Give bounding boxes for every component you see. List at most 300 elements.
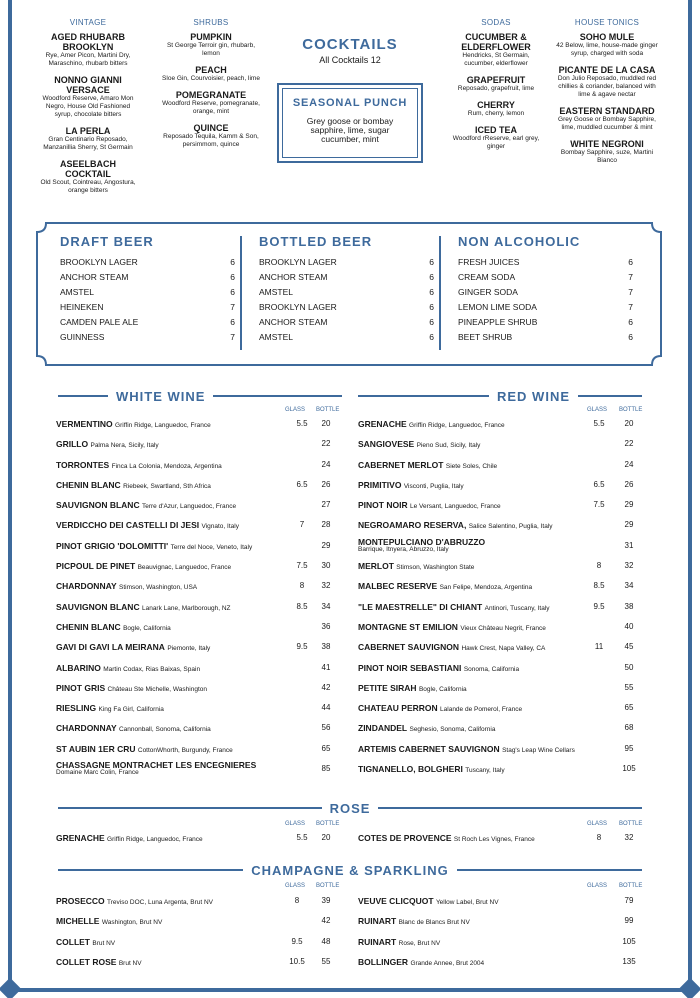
wine-name: COTES DE PROVENCE [358,833,452,843]
wine-title [56,460,222,470]
beer-row [259,285,434,300]
wine-origin: Cannonball, Sonoma, California [118,726,211,734]
wine-title [358,520,553,530]
wine-name: CHATEAU PERRON [358,703,438,714]
wine-origin: Stag's Leap Wine Cellars [502,746,575,754]
wine-title [358,622,546,632]
bottle-price: 42 [321,916,331,926]
wine-title [56,581,197,591]
wine-title [56,683,207,693]
glass-price: 9.5 [291,936,303,946]
cocktail-description: Woodford Reserve, Amaro Mon Negro, House Old Fashioned syrup, chocolate bitters [42,95,134,118]
frame-right-border [688,0,692,990]
glass-price: 6.5 [593,479,605,489]
wine-title [56,480,211,490]
wine-title [56,937,115,947]
bottle-price: 65 [624,703,634,713]
shrubs-column [160,18,262,156]
bottle-price: 32 [624,561,634,571]
bottle-price: 42 [321,682,331,692]
wine-title [358,663,519,673]
cocktail-description: 42 Below, lime, house-made ginger syrup, charged with soda [556,42,658,57]
wine-name: BOLLINGER [358,956,409,967]
wine-title [358,419,505,429]
rose-header [58,800,642,816]
glass-price: 9.5 [296,642,308,652]
frame-bottom-border [8,988,692,992]
wine-name: SAUVIGNON BLANC [56,601,140,612]
wine-title [56,541,252,551]
wine-row [56,475,342,495]
beer-row [458,255,633,270]
cocktail-name: NONNO GIANNI VERSACE [54,75,122,95]
beer-price: 7 [628,302,633,312]
draft-beer-column [60,234,235,345]
wine-name: RIESLING [56,703,97,714]
wine-name: MALBEC RESERVE [358,581,438,592]
wine-origin: Stimson, Washington State [396,564,475,572]
wine-origin: Visconti, Puglia, Italy [403,482,464,490]
wine-title [56,500,236,510]
wine-title [358,561,474,571]
wine-row [56,617,342,637]
wine-origin: San Felipe, Mendoza, Argentina [439,584,533,592]
cocktail-item [554,139,660,165]
beer-row [458,315,633,330]
bottle-price: 29 [624,500,634,510]
cocktail-name: QUINCE [193,123,229,133]
seasonal-punch-title: SEASONAL PUNCH [292,97,408,109]
wine-origin: Griffin Ridge, Languedoc, France [409,422,505,429]
wine-name: MERLOT [358,561,394,572]
wine-name: COLLET [56,936,90,947]
wine-name: VERMENTINO [56,419,113,429]
cocktail-description: Woodford Reserve, pomegranate, orange, mint [162,100,260,115]
wine-name: "LE MAESTRELLE" DI CHIANT [358,601,483,612]
beer-name: PINEAPPLE SHRUB [458,317,538,327]
bottle-price: 40 [624,621,634,631]
wine-name: CHENIN BLANC [56,621,121,632]
sodas-column [448,18,544,158]
corner-diamond-right [679,978,700,998]
beer-price: 7 [628,272,633,282]
wine-row [56,414,342,434]
cocktail-name: ASEELBACH COCKTAIL [59,159,116,179]
wine-row [358,556,644,576]
cocktail-item [160,123,262,149]
wine-origin: Le Versant, Languedoc, France [409,503,501,511]
cocktail-name: LA PERLA [65,126,111,136]
frame-left-border [8,0,12,990]
wine-row [56,495,342,515]
wine-name: SANGIOVESE [358,439,415,450]
red-wine-heading: RED WINE [497,388,570,404]
wine-title [56,663,200,673]
cocktail-description: Don Julio Reposado, muddled red chillies & coriander, balanced with lime & agave nectar [557,75,657,98]
white-wine-heading: WHITE WINE [116,388,206,404]
sparkling-right-glass-header: GLASS [587,883,608,889]
bottled-beer-column [259,234,434,345]
cocktail-item [160,90,262,116]
bottle-price: 135 [622,956,636,966]
beer-price: 6 [230,257,235,267]
beer-divider-1 [240,236,242,350]
cocktail-item [448,100,544,118]
wine-row [56,434,342,454]
bottle-price: 29 [624,520,634,530]
bottle-price: 29 [321,540,331,550]
bottle-price: 20 [321,833,331,842]
wine-origin: Blanc de Blancs Brut NV [398,919,470,927]
wine-title [358,896,499,906]
beer-row [60,270,235,285]
cocktails-price-note: All Cocktails 12 [319,55,381,65]
cocktails-title: COCKTAILS [302,36,398,53]
beer-name: GUINNESS [60,332,105,342]
beer-divider-2 [439,236,441,350]
beer-box [36,222,662,366]
cocktail-item [554,106,660,132]
wine-row [56,932,342,952]
cocktail-name: ICED TEA [474,125,517,135]
wine-origin: Stimson, Washington, USA [118,584,198,592]
cocktail-item [160,32,262,58]
seasonal-punch-box [277,83,423,163]
wine-name: ARTEMIS CABERNET SAUVIGNON [358,743,500,754]
cocktail-description: Rye, Amer Picon, Martini Dry, Maraschino, rhubarb bitters [45,52,131,67]
wine-name: MICHELLE [56,916,100,927]
bottle-price: 34 [321,601,331,611]
wine-title [56,439,159,449]
wine-row [358,475,644,495]
wine-name: RUINART [358,936,397,947]
red-wine-list [358,414,644,779]
glass-price: 7.5 [296,561,308,571]
wine-row [358,434,644,454]
beer-price: 6 [230,287,235,297]
bottle-price: 30 [321,561,331,571]
bottle-price: 79 [624,896,634,905]
wine-title [358,460,497,470]
wine-origin: CottonWhorth, Burgundy, France [137,746,233,754]
white-wine-list [56,414,342,779]
corner-diamond-left [0,978,21,998]
wine-title [358,957,484,967]
wine-row [358,698,644,718]
wine-name: CHARDONNAY [56,581,117,592]
wine-name: CHASSAGNE MONTRACHET LES ENCEGNIERES [56,760,257,771]
wine-title [56,602,231,612]
cocktail-name: WHITE NEGRONI [570,139,644,149]
wine-row [358,455,644,475]
wine-title [56,419,211,429]
shrubs-heading: SHRUBS [193,18,229,27]
wine-row [56,698,342,718]
wine-name: PRIMITIVO [358,479,402,490]
wine-row [56,891,342,911]
sparkling-heading: CHAMPAGNE & SPARKLING [251,862,449,878]
bottle-price: 45 [624,642,634,652]
wine-row [358,718,644,738]
wine-row [358,536,644,556]
seasonal-punch-desc: Grey goose or bombay sapphire, lime, sugar cucumber, mint [306,116,394,144]
wine-name: PETITE SIRAH [358,682,417,693]
sparkling-left-glass-header: GLASS [285,883,306,889]
wine-origin: Riebeek, Swartland, Sth Africa [123,482,211,490]
wine-name: VEUVE CLICQUOT [358,896,434,906]
non-alcoholic-column [458,234,633,345]
wine-origin: Griffin Ridge, Languedoc, France [107,836,203,843]
beer-price: 7 [230,332,235,342]
beer-price: 6 [628,332,633,342]
wine-name: PICPOUL DE PINET [56,561,136,572]
wine-name: RUINART [358,916,397,927]
beer-name: AMSTEL [60,287,95,297]
bottle-price: 95 [624,743,634,753]
wine-name: PROSECCO [56,896,105,906]
cocktail-description: St George Terroir gin, rhubarb, lemon [166,42,256,57]
wine-title [56,916,162,926]
wine-origin: Martin Codax, Rias Baixas, Spain [103,665,201,673]
beer-row [458,330,633,345]
cocktail-item [554,65,660,99]
bottle-price: 28 [321,520,331,530]
bottle-price: 24 [321,459,331,469]
bottle-price: 105 [622,936,636,946]
bottle-price: 22 [321,439,331,449]
bottle-price: 39 [321,896,331,905]
wine-title [358,480,464,490]
wine-name: GAVI DI GAVI LA MEIRANA [56,642,165,653]
sparkling-header [58,862,642,878]
cocktail-item [448,125,544,151]
beer-row [259,330,434,345]
wine-origin: Palma Nera, Sicily, Italy [90,442,159,450]
wine-title [358,833,535,843]
wine-name: PINOT NOIR [358,500,408,511]
beer-name: ANCHOR STEAM [259,317,328,327]
wine-origin: St Roch Les Vignes, France [453,836,535,843]
bottle-price: 41 [321,662,331,672]
wine-origin: Bogle, California [123,624,171,632]
wine-name: PINOT GRIGIO 'DOLOMITTI' [56,540,169,551]
wine-name: PINOT NOIR SEBASTIANI [358,662,462,673]
wine-row [358,617,644,637]
cocktail-name: POMEGRANATE [175,90,247,100]
cocktail-description: Reposado, grapefruit, lime [457,85,535,92]
wine-title [56,642,210,652]
wine-row [358,597,644,617]
red-wine-header [358,388,642,404]
wine-name: PINOT GRIS [56,682,106,693]
beer-price: 6 [429,257,434,267]
wine-row [56,911,342,931]
wine-name: MONTAGNE ST EMILION [358,621,458,632]
wine-row [56,718,342,738]
wine-name: CHENIN BLANC [56,479,121,490]
wine-title [358,703,522,713]
wine-row [56,455,342,475]
vintage-column [40,18,136,202]
beer-row [60,300,235,315]
white-wine-header [58,388,342,404]
cocktail-name: CHERRY [477,100,515,110]
wine-row [358,495,644,515]
cocktail-item [448,32,544,68]
wine-name: SAUVIGNON BLANC [56,500,140,511]
bottle-price: 38 [321,642,331,652]
bottle-price: 99 [624,916,634,926]
wine-title [358,683,467,693]
wine-origin: Brut NV [118,959,142,967]
wine-origin: Tuscany, Italy [465,767,505,775]
beer-row [458,285,633,300]
white-glass-header: GLASS [285,407,306,413]
cocktail-description: Sloe Gin, Courvoisier, peach, lime [162,75,260,82]
wine-row [358,739,644,759]
wine-row [56,759,342,779]
beer-name: ANCHOR STEAM [60,272,129,282]
glass-price: 5.5 [296,419,308,428]
beer-price: 6 [429,287,434,297]
wine-name: NEGROAMARO RESERVA, [358,520,467,531]
wine-row [56,658,342,678]
beer-row [458,300,633,315]
wine-origin: Terre d'Azur, Languedoc, France [141,503,237,511]
wine-name: COLLET ROSE [56,956,117,967]
cocktail-description: Rum, cherry, lemon [467,110,525,117]
wine-row [358,891,644,911]
wine-row [358,414,644,434]
wine-origin: Siete Soles, Chile [445,462,498,470]
house-tonics-column [554,18,660,172]
glass-price: 8.5 [593,581,605,591]
cocktail-item [160,65,262,83]
bottle-price: 26 [624,479,634,489]
wine-name: ALBARINO [56,662,101,673]
glass-price: 7.5 [593,500,605,510]
glass-price: 11 [594,642,604,652]
wine-origin: Seghesio, Sonoma, California [409,726,496,734]
beer-name: AMSTEL [259,287,294,297]
beer-row [60,315,235,330]
beer-name: AMSTEL [259,332,294,342]
bottle-price: 55 [321,956,331,966]
beer-row [259,255,434,270]
cocktail-item [554,32,660,58]
draft-beer-heading: DRAFT BEER [60,234,154,249]
cocktail-name: PICANTE DE LA CASA [558,65,656,75]
wine-origin: Barrique, Itnyera, Abruzzo, Italy [358,545,449,553]
wine-origin: Washington, Brut NV [101,919,163,927]
wine-title [56,520,239,530]
wine-row [358,678,644,698]
beer-price: 6 [230,317,235,327]
wine-origin: Hawk Crest, Napa Valley, CA [461,645,546,653]
bottle-price: 85 [321,764,331,774]
cocktail-description: Woodford rReserve, earl grey, ginger [452,135,540,150]
wine-origin: Vieux Château Negrit, France [460,624,546,632]
beer-price: 6 [628,257,633,267]
sparkling-right-bottle-header: BOTTLE [619,883,643,889]
wine-name: MONTEPULCIANO D'ABRUZZO [358,536,486,547]
beer-price: 6 [429,317,434,327]
wine-origin: Salice Salentino, Puglia, Italy [468,523,553,531]
cocktail-description: Grey Goose or Bombay Sapphire, lime, muddled cucumber & mint [558,116,656,131]
wine-origin: Pieno Sud, Sicily, Italy [416,442,481,450]
wine-name: ST AUBIN 1ER CRU [56,743,136,754]
wine-row [358,952,644,972]
glass-price: 8 [596,833,602,842]
cocktail-name: AGED RHUBARB BROOKLYN [51,32,125,52]
vintage-heading: VINTAGE [69,18,107,27]
beer-name: LEMON LIME SODA [458,302,537,312]
wine-row [358,515,644,535]
wine-origin: Domaine Marc Colin, France [56,769,139,777]
bottle-price: 20 [624,419,634,428]
wine-row [358,637,644,657]
beer-price: 6 [429,272,434,282]
glass-price: 8 [596,561,602,571]
wine-origin: Finca La Colonia, Mendoza, Argentina [111,462,222,470]
sparkling-right-list [358,891,644,972]
sparkling-left-list [56,891,342,972]
wine-row [358,828,644,848]
wine-title [358,723,495,733]
wine-origin: Grande Annee, Brut 2004 [410,959,485,967]
bottle-price: 38 [624,601,634,611]
beer-row [458,270,633,285]
house-tonics-heading: HOUSE TONICS [574,18,640,27]
wine-title [56,703,164,713]
cocktail-name: PUMPKIN [190,32,232,42]
wine-title [358,642,545,652]
wine-row [56,637,342,657]
rose-left-list [56,828,342,848]
wine-title [56,622,171,632]
wine-title [56,896,213,906]
cocktail-item [40,75,136,119]
wine-origin: Treviso DOC, Luna Argenta, Brut NV [107,899,214,906]
bottle-price: 32 [321,581,331,591]
wine-origin: King Fa Girl, California [98,706,164,714]
wine-title [56,723,211,733]
beer-name: BROOKLYN LAGER [259,302,337,312]
glass-price: 6.5 [296,479,308,489]
wine-origin: Lalande de Pomerol, France [440,706,523,714]
rose-left-bottle-header: BOTTLE [316,821,340,827]
wine-origin: Sonoma, California [463,665,520,673]
wine-origin: Beauvignac, Languedoc, France [137,564,232,572]
wine-row [56,576,342,596]
wine-name: CABERNET SAUVIGNON [358,642,460,653]
white-bottle-header: BOTTLE [316,407,340,413]
beer-name: BROOKLYN LAGER [259,257,337,267]
bottle-price: 34 [624,581,634,591]
beer-price: 6 [429,332,434,342]
wine-origin: Rose, Brut NV [398,939,441,947]
wine-name: ZINDANDEL [358,723,408,734]
beer-row [259,300,434,315]
glass-price: 5.5 [593,419,605,428]
wine-title [358,744,575,754]
cocktail-description: Gran Centinario Reposado, Manzanillia Sherry, St Germain [43,136,133,151]
bottle-price: 105 [622,764,636,774]
wine-row [358,658,644,678]
wine-title [358,500,501,510]
beer-row [60,255,235,270]
bottle-price: 68 [624,723,634,733]
